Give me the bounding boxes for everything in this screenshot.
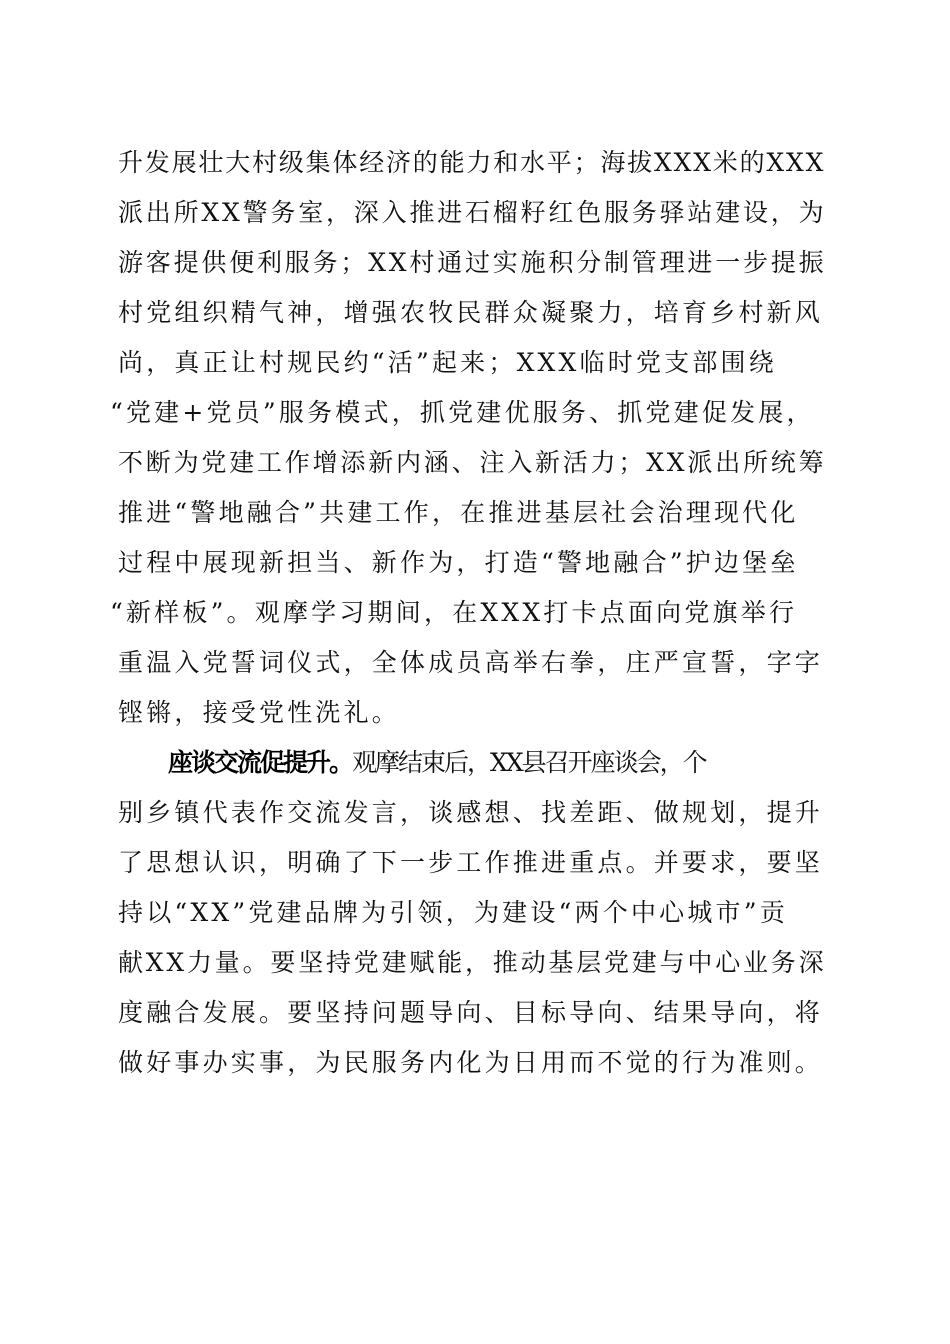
section-heading: 座谈交流促提升。 xyxy=(168,748,353,777)
paragraph-line: 游客提供便利服务；XX村通过实施积分制管理进一步提振 xyxy=(118,248,827,277)
paragraph-line: 做好事办实事，为民服务内化为日用而不觉的行为准则。 xyxy=(118,1048,824,1077)
paragraph-text: 观摩结束后，XX县召开座谈会，个 xyxy=(352,748,706,777)
paragraph-line: 不断为党建工作增添新内涵、注入新活力；XX派出所统筹 xyxy=(118,448,827,477)
paragraph-line: 过程中展现新担当、新作为，打造“警地融合”护边堡垒 xyxy=(118,548,799,577)
paragraph-line: 别乡镇代表作交流发言，谈感想、找差距、做规划，提升 xyxy=(118,798,824,827)
paragraph-line: “新样板”。观摩学习期间，在XXX打卡点面向党旗举行 xyxy=(110,598,798,627)
paragraph-line: 铿锵，接受党性洗礼。 xyxy=(118,698,401,727)
paragraph-line: 尚，真正让村规民约“活”起来；XXX临时党支部围绕 xyxy=(118,348,777,377)
paragraph-line: “党建+党员”服务模式，抓党建优服务、抓党建促发展， xyxy=(110,398,815,427)
paragraph-line: 重温入党誓词仪式，全体成员高举右拳，庄严宣誓，字字 xyxy=(118,648,824,677)
paragraph-line: 升发展壮大村级集体经济的能力和水平；海拔XXX米的XXX xyxy=(118,148,826,177)
paragraph-line: 度融合发展。要坚持问题导向、目标导向、结果导向，将 xyxy=(118,998,824,1027)
paragraph-line: 推进“警地融合”共建工作，在推进基层社会治理现代化 xyxy=(118,498,799,527)
paragraph-line: 了思想认识，明确了下一步工作推进重点。并要求，要坚 xyxy=(118,848,824,877)
paragraph-line: 献XX力量。要坚持党建赋能，推动基层党建与中心业务深 xyxy=(118,948,827,977)
paragraph-line: 持以“XX”党建品牌为引领，为建设“两个中心城市”贡 xyxy=(118,898,788,927)
paragraph-first-line xyxy=(168,743,880,783)
paragraph-line: 派出所XX警务室，深入推进石榴籽红色服务驿站建设，为 xyxy=(118,198,827,227)
paragraph-line: 村党组织精气神，增强农牧民群众凝聚力，培育乡村新风 xyxy=(118,298,824,327)
